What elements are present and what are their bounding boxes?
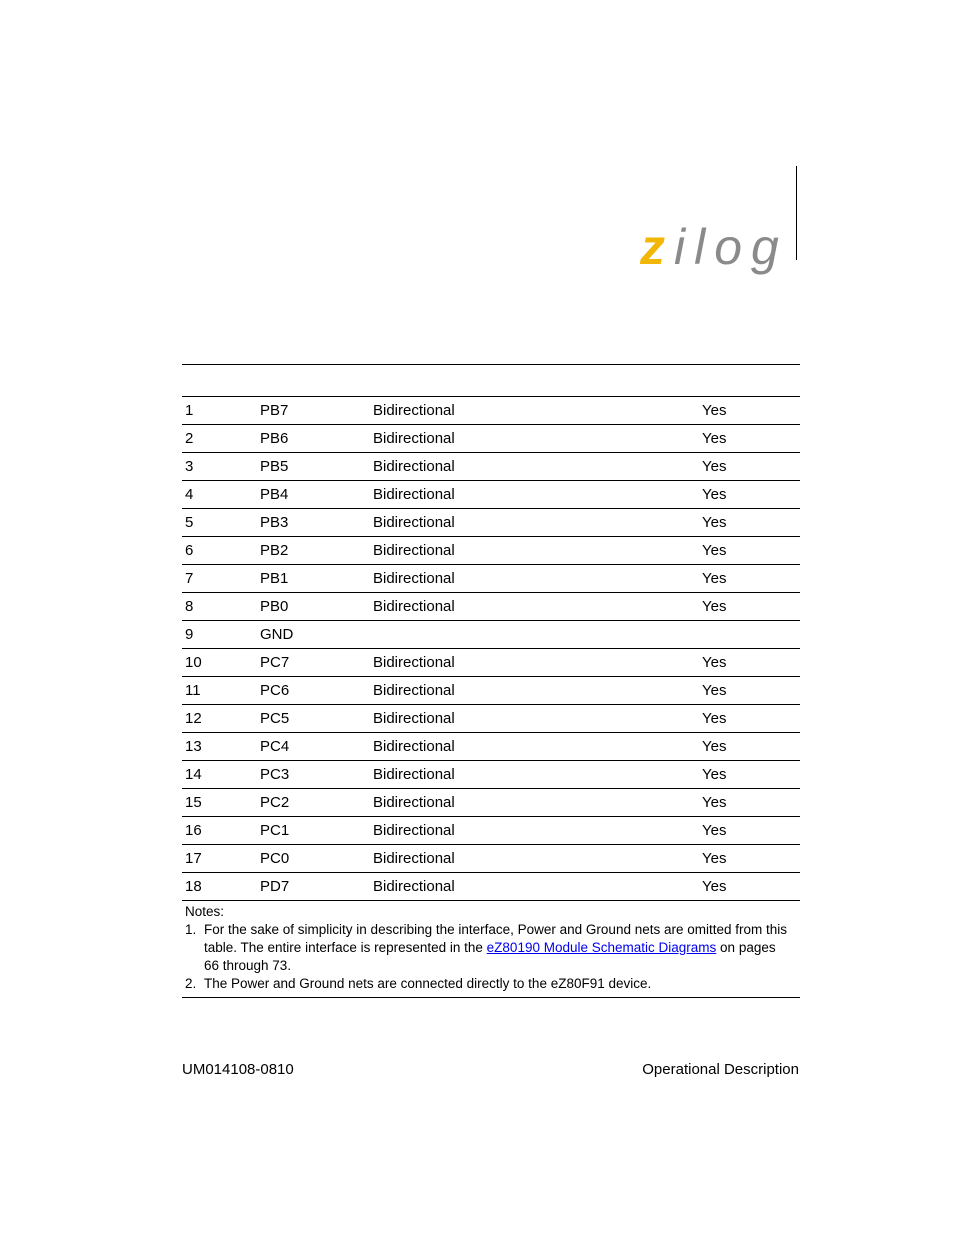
pin-number-cell: 6: [185, 542, 194, 559]
note-2-number: 2.: [185, 976, 197, 991]
table-row: [182, 649, 800, 677]
signal-name-cell: PB3: [260, 514, 289, 531]
signal-direction-cell: Bidirectional: [373, 794, 455, 811]
active-state-cell: Yes: [702, 710, 727, 727]
logo-letter-z: z: [640, 219, 674, 275]
signal-direction-cell: Bidirectional: [373, 654, 455, 671]
table-row: [182, 537, 800, 565]
signal-name-cell: PD7: [260, 878, 290, 895]
active-state-cell: Yes: [702, 682, 727, 699]
table-notes: [182, 903, 800, 998]
signal-name-cell: PC7: [260, 654, 290, 671]
signal-direction-cell: Bidirectional: [373, 570, 455, 587]
signal-direction-cell: Bidirectional: [373, 402, 455, 419]
active-state-cell: Yes: [702, 514, 727, 531]
pin-number-cell: 12: [185, 710, 202, 727]
active-state-cell: Yes: [702, 738, 727, 755]
pin-number-cell: 15: [185, 794, 202, 811]
logo-letters: ilog: [674, 219, 788, 275]
signal-name-cell: PC6: [260, 682, 290, 699]
pin-number-cell: 17: [185, 850, 202, 867]
table-row: [182, 453, 800, 481]
active-state-cell: Yes: [702, 430, 727, 447]
signal-direction-cell: Bidirectional: [373, 458, 455, 475]
signal-name-cell: GND: [260, 626, 294, 643]
signal-name-cell: PB0: [260, 598, 289, 615]
active-state-cell: Yes: [702, 486, 727, 503]
table-row: [182, 593, 800, 621]
signal-name-cell: PB5: [260, 458, 289, 475]
note-2: [182, 975, 800, 993]
table-row: [182, 873, 800, 901]
active-state-cell: Yes: [702, 542, 727, 559]
pin-number-cell: 9: [185, 626, 194, 643]
signal-direction-cell: Bidirectional: [373, 514, 455, 531]
signal-direction-cell: Bidirectional: [373, 878, 455, 895]
pin-table: [182, 364, 800, 901]
pin-number-cell: 14: [185, 766, 202, 783]
signal-name-cell: PC4: [260, 738, 290, 755]
table-row: [182, 565, 800, 593]
table-row: [182, 705, 800, 733]
pin-number-cell: 3: [185, 458, 194, 475]
table-row: [182, 761, 800, 789]
active-state-cell: Yes: [702, 822, 727, 839]
pin-number-cell: 10: [185, 654, 202, 671]
table-row: [182, 845, 800, 873]
active-state-cell: Yes: [702, 794, 727, 811]
pin-number-cell: 8: [185, 598, 194, 615]
signal-direction-cell: Bidirectional: [373, 486, 455, 503]
signal-direction-cell: Bidirectional: [373, 682, 455, 699]
signal-name-cell: PB6: [260, 430, 289, 447]
table-body: [182, 397, 800, 901]
note-1-number: 1.: [185, 922, 197, 937]
signal-direction-cell: Bidirectional: [373, 738, 455, 755]
footer-doc-number: UM014108-0810: [182, 1061, 294, 1078]
table-header-row: [182, 365, 800, 397]
active-state-cell: Yes: [702, 766, 727, 783]
signal-direction-cell: Bidirectional: [373, 766, 455, 783]
signal-name-cell: PC2: [260, 794, 290, 811]
schematic-diagrams-link[interactable]: eZ80190 Module Schematic Diagrams: [486, 940, 717, 955]
signal-name-cell: PB7: [260, 402, 289, 419]
signal-name-cell: PB1: [260, 570, 289, 587]
pin-number-cell: 7: [185, 570, 194, 587]
notes-heading: Notes:: [185, 904, 225, 919]
signal-name-cell: PB2: [260, 542, 289, 559]
active-state-cell: Yes: [702, 570, 727, 587]
pin-number-cell: 16: [185, 822, 202, 839]
header-vertical-rule: [796, 166, 797, 260]
pin-number-cell: 13: [185, 738, 202, 755]
signal-direction-cell: Bidirectional: [373, 542, 455, 559]
signal-name-cell: PC3: [260, 766, 290, 783]
signal-name-cell: PC1: [260, 822, 290, 839]
footer-section-title: Operational Description: [642, 1061, 799, 1078]
pin-number-cell: 11: [185, 682, 201, 699]
signal-direction-cell: Bidirectional: [373, 850, 455, 867]
table-row: [182, 509, 800, 537]
note-1: [182, 921, 800, 975]
signal-name-cell: PC0: [260, 850, 290, 867]
signal-direction-cell: Bidirectional: [373, 710, 455, 727]
note-1-text-a: For the sake of simplicity in describing the interface, Power and Ground nets are omitted from this table. The entire interface is represented in the: [204, 922, 788, 955]
active-state-cell: Yes: [702, 458, 727, 475]
table-row: [182, 425, 800, 453]
active-state-cell: Yes: [702, 598, 727, 615]
signal-direction-cell: Bidirectional: [373, 822, 455, 839]
active-state-cell: Yes: [702, 654, 727, 671]
zilog-logo: [640, 212, 788, 282]
signal-direction-cell: Bidirectional: [373, 430, 455, 447]
table-row: [182, 397, 800, 425]
pin-number-cell: 4: [185, 486, 194, 503]
signal-name-cell: PB4: [260, 486, 289, 503]
table-row: [182, 621, 800, 649]
active-state-cell: Yes: [702, 402, 727, 419]
signal-direction-cell: Bidirectional: [373, 598, 455, 615]
pin-number-cell: 1: [185, 402, 194, 419]
signal-name-cell: PC5: [260, 710, 290, 727]
note-2-text: The Power and Ground nets are connected directly to the eZ80F91 device.: [204, 976, 652, 991]
active-state-cell: Yes: [702, 878, 727, 895]
table-row: [182, 789, 800, 817]
table-row: [182, 817, 800, 845]
table-row: [182, 733, 800, 761]
pin-number-cell: 18: [185, 878, 202, 895]
active-state-cell: Yes: [702, 850, 727, 867]
table-row: [182, 677, 800, 705]
note-1-text-b: on pages 66 through 73.: [204, 940, 776, 973]
table-row: [182, 481, 800, 509]
pin-number-cell: 5: [185, 514, 194, 531]
pin-number-cell: 2: [185, 430, 194, 447]
